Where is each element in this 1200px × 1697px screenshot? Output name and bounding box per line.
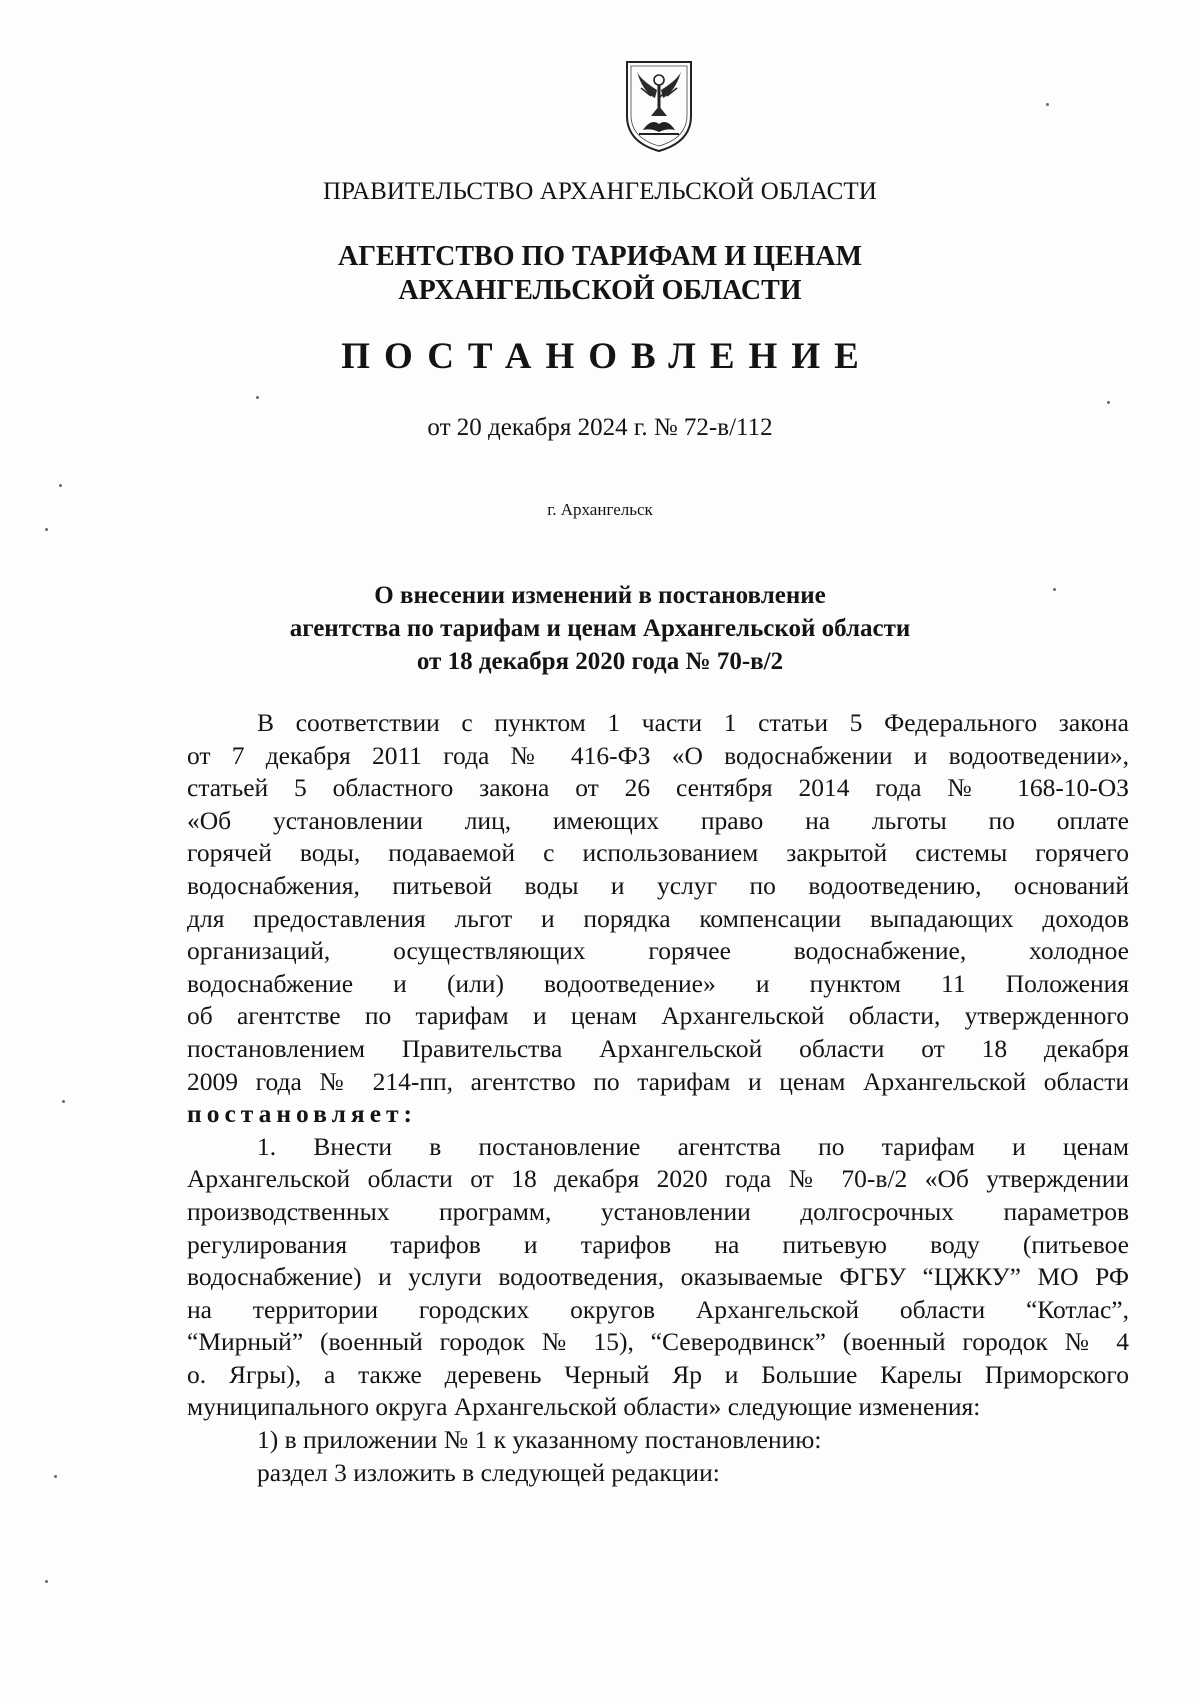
- document-type: ПОСТАНОВЛЕНИЕ: [341, 336, 873, 377]
- arkhangelsk-coat-of-arms-icon: [621, 58, 697, 154]
- body-line: муниципального округа Архангельской области» следующие изменения:: [187, 1392, 981, 1422]
- body-line: от 7 декабря 2011 года № 416-ФЗ «О водоснабжении и водоотведении»,: [187, 740, 1129, 770]
- body-line: водоснабжение) и услуги водоотведения, оказываемые ФГБУ “ЦЖКУ” МО РФ: [187, 1262, 1129, 1292]
- body-line: о. Ягры), а также деревень Черный Яр и Большие Карелы Приморского: [187, 1359, 1129, 1389]
- body-line: 1. Внести в постановление агентства по тарифам и ценам: [257, 1131, 1129, 1161]
- scan-speck: [45, 528, 48, 531]
- scan-speck: [54, 1475, 57, 1478]
- document-body: [187, 707, 1129, 1489]
- scan-speck: [45, 1580, 48, 1583]
- agency-name: [0, 240, 1200, 308]
- document-city: г. Архангельск: [547, 500, 653, 519]
- scan-speck: [256, 396, 259, 399]
- scan-speck: [1053, 588, 1056, 591]
- body-line: постановлением Правительства Архангельской области от 18 декабря: [187, 1033, 1129, 1063]
- body-line: на территории городских округов Архангельской области “Котлас”,: [187, 1294, 1129, 1324]
- body-line: 2009 года № 214-пп, агентство по тарифам и ценам Архангельской области: [187, 1066, 1129, 1096]
- body-line: водоснабжение и (или) водоотведение» и пунктом 11 Положения: [187, 968, 1129, 998]
- title-line: от 18 декабря 2020 года № 70-в/2: [416, 648, 784, 675]
- resolves-line: [187, 1098, 1129, 1131]
- body-line: регулирования тарифов и тарифов на питьевую воду (питьевое: [187, 1229, 1129, 1259]
- body-line: “Мирный” (военный городок № 15), “Северодвинск” (военный городок № 4: [187, 1327, 1129, 1357]
- body-line: водоснабжения, питьевой воды и услуг по водоотведению, оснований: [187, 870, 1129, 900]
- body-line: В соответствии с пунктом 1 части 1 статьи 5 Федерального закона: [257, 708, 1129, 737]
- scan-speck: [59, 484, 62, 487]
- title-line: О внесении изменений в постановление: [374, 582, 826, 609]
- resolves-word: постановляет:: [187, 1099, 418, 1129]
- document-date-number: от 20 декабря 2024 г. № 72-в/112: [427, 414, 773, 441]
- agency-name-line: АГЕНТСТВО ПО ТАРИФАМ И ЦЕНАМ: [337, 241, 863, 272]
- government-name: ПРАВИТЕЛЬСТВО АРХАНГЕЛЬСКОЙ ОБЛАСТИ: [323, 178, 877, 205]
- body-line: «Об установлении лиц, имеющих право на льготы по оплате: [187, 805, 1129, 835]
- title-line: агентства по тарифам и ценам Архангельской области: [289, 615, 911, 642]
- section-line: раздел 3 изложить в следующей редакции:: [257, 1457, 720, 1487]
- body-line: организаций, осуществляющих горячее водоснабжение, холодное: [187, 936, 1129, 966]
- body-line: производственных программ, установлении долгосрочных параметров: [187, 1196, 1129, 1226]
- body-line: для предоставления льгот и порядка компенсации выпадающих доходов: [187, 903, 1129, 933]
- body-line: горячей воды, подаваемой с использованием закрытой системы горячего: [187, 838, 1129, 868]
- scan-speck: [1107, 401, 1110, 404]
- agency-name-line: АРХАНГЕЛЬСКОЙ ОБЛАСТИ: [398, 275, 802, 306]
- scan-speck: [62, 1100, 65, 1103]
- document-title: [0, 579, 1200, 678]
- subitem-line: 1) в приложении № 1 к указанному постановлению:: [257, 1425, 822, 1455]
- body-line: Архангельской области от 18 декабря 2020 года № 70-в/2 «Об утверждении: [187, 1164, 1129, 1194]
- body-line: статьей 5 областного закона от 26 сентября 2014 года № 168-10-ОЗ: [187, 773, 1129, 803]
- body-line: об агентстве по тарифам и ценам Архангельской области, утвержденного: [187, 1001, 1129, 1031]
- scan-speck: [1046, 103, 1049, 106]
